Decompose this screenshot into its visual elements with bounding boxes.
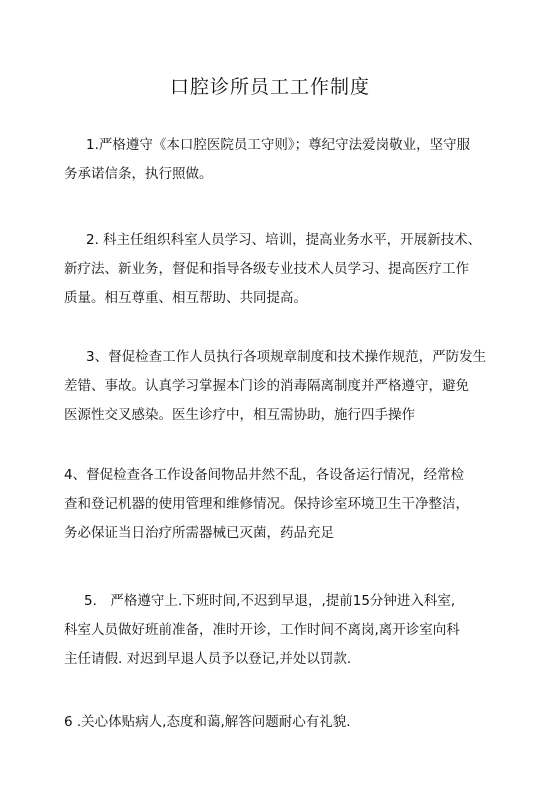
paragraph-line: 3、督促检查工作人员执行各项规章制度和技术操作规范，严防发生	[86, 349, 487, 365]
paragraph-line: 科室人员做好班前准备，准时开诊，工作时间不离岗,离开诊室向科	[64, 622, 460, 638]
paragraph-line: 务必保证当日治疗所需器械已灭菌，药品充足	[64, 525, 334, 541]
paragraph-line: 1.严格遵守《本口腔医院员工守则》；尊纪守法爱岗敬业，坚守服	[86, 137, 471, 153]
paragraph-line: 新疗法、新业务，督促和指导各级专业技术人员学习、提高医疗工作	[64, 261, 469, 277]
paragraph-4	[64, 461, 494, 548]
paragraph-line: 务承诺信条，执行照做。	[64, 166, 213, 182]
paragraph-line: 差错、事故。认真学习掌握本门诊的消毒隔离制度并严格遵守，避免	[64, 378, 469, 394]
paragraph-line: 主任请假. 对迟到早退人员予以登记,并处以罚款.	[64, 651, 352, 667]
paragraph-1	[64, 131, 494, 189]
paragraph-line: 质量。相互尊重、相互帮助、共同提高。	[64, 290, 307, 306]
paragraph-line: 4、督促检查各工作设备间物品井然不乱，各设备运行情况，经常检	[64, 467, 465, 483]
paragraph-2	[64, 226, 494, 313]
paragraph-line: 5． 严格遵守上.下班时间,不迟到早退，,提前15分钟进入科室,	[84, 593, 456, 609]
paragraph-6	[64, 708, 494, 737]
document-title: 口腔诊所员工工作制度	[169, 76, 370, 98]
paragraph-line: 医源性交叉感染。医生诊疗中，相互需协助，施行四手操作	[64, 407, 415, 423]
paragraph-line: 6 .关心体贴病人,态度和蔼,解答问题耐心有礼貌.	[64, 714, 351, 730]
paragraph-3	[64, 343, 494, 430]
paragraph-line: 查和登记机器的使用管理和维修情况。保持诊室环境卫生干净整洁，	[64, 496, 469, 512]
paragraph-line: 2. 科主任组织科室人员学习、培训，提高业务水平，开展新技术、	[86, 232, 482, 248]
paragraph-5	[64, 587, 494, 674]
